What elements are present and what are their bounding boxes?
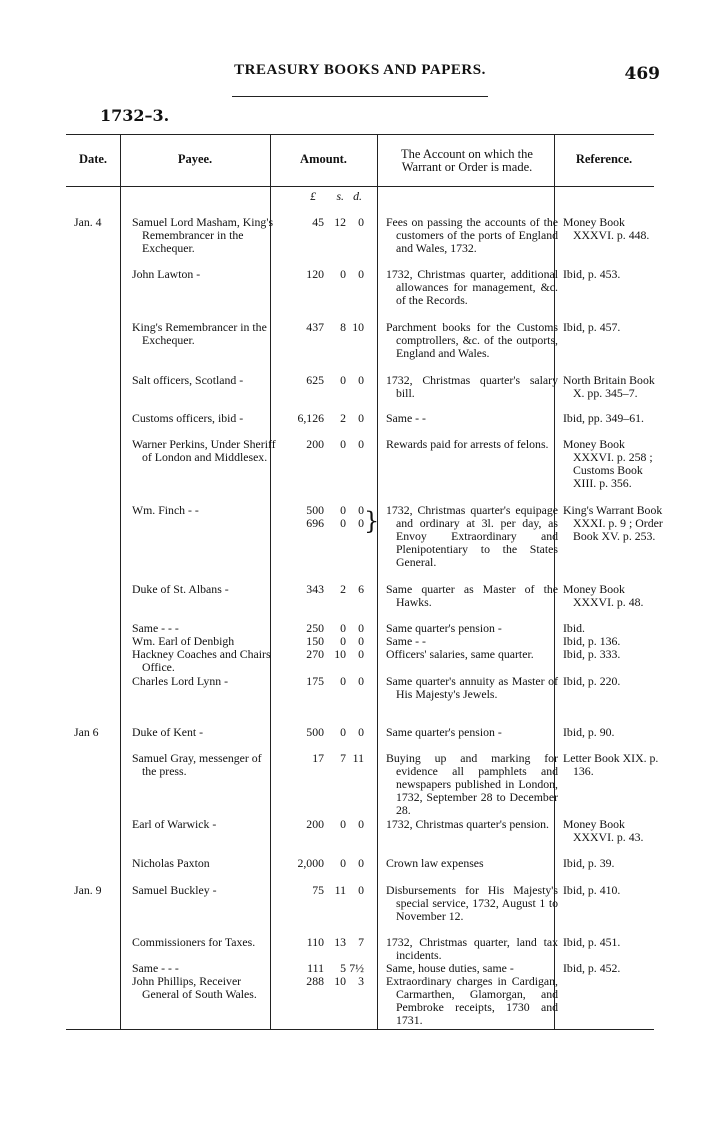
row-amount xyxy=(272,321,368,334)
row-reference: Ibid, p. 333. xyxy=(563,647,621,661)
row-reference: Ibid, p. 451. xyxy=(563,935,621,949)
row-reference: King's Warrant Book XXXI. p. 9 ; Order Book XV. p. 253. xyxy=(563,503,663,543)
row-account: 1732, Christmas quarter's equipage and ordinary at 3l. per day, as Envoy Extraordinary and Plenipotentiary to the States General. xyxy=(386,503,558,569)
row-account: 1732, Christmas quarter, land tax incidents. xyxy=(386,935,558,962)
row-payee: John Lawton - xyxy=(132,267,201,281)
row-payee: Charles Lord Lynn - xyxy=(132,674,228,688)
table-bottom-rule xyxy=(66,1029,654,1030)
row-account: Same - - xyxy=(386,634,426,648)
row-amount xyxy=(272,726,368,739)
row-date: Jan. 4 xyxy=(74,215,102,229)
row-account: 1732, Christmas quarter's salary bill. xyxy=(386,373,558,400)
amount-pounds: 270 xyxy=(306,647,324,661)
row-account: Disbursements for His Majesty's special service, 1732, August 1 to November 12. xyxy=(386,883,558,923)
row-reference: Ibid, pp. 349–61. xyxy=(563,411,644,425)
amount-pence: 7 xyxy=(358,935,364,949)
amount-pence: 0 xyxy=(358,503,364,517)
amount-pence: 0 xyxy=(358,817,364,831)
row-account: Same, house duties, same - xyxy=(386,961,514,975)
row-payee: Warner Perkins, Under Sheriff of London and Middlesex. xyxy=(132,437,276,464)
row-amount xyxy=(272,216,368,229)
amount-shillings: 13 xyxy=(334,935,346,949)
row-reference: Ibid, p. 410. xyxy=(563,883,621,897)
amount-pence: 0 xyxy=(358,516,364,530)
row-reference: Money Book XXXVI. p. 258 ; Customs Book XIII. p. 356. xyxy=(563,437,653,490)
amount-pounds: 343 xyxy=(306,582,324,596)
row-account: Same quarter's pension - xyxy=(386,621,502,635)
amount-pounds: 437 xyxy=(306,320,324,334)
row-account: Fees on passing the accounts of the customers of the ports of England and Wales, 1732. xyxy=(386,215,558,255)
row-reference: Money Book XXXVI. p. 448. xyxy=(563,215,650,242)
amount-pence: 0 xyxy=(358,215,364,229)
amount-pounds: 500 xyxy=(306,503,324,517)
header-reference: Reference. xyxy=(575,152,633,166)
row-amount xyxy=(272,374,368,387)
brace: } xyxy=(364,507,380,535)
row-account: 1732, Christmas quarter, additional allowances for management, &c. of the Records. xyxy=(386,267,558,307)
row-account: Same quarter as Master of the Hawks. xyxy=(386,582,558,609)
amount-pounds: 696 xyxy=(306,516,324,530)
row-account: Rewards paid for arrests of felons. xyxy=(386,437,549,451)
page-title-rule xyxy=(232,96,488,97)
amount-pounds: 2,000 xyxy=(297,856,324,870)
row-payee: Duke of Kent - xyxy=(132,725,204,739)
row-amount xyxy=(272,648,368,661)
amount-pence: 0 xyxy=(358,267,364,281)
year-heading: 1732–3. xyxy=(100,106,170,125)
amount-shillings: 5 xyxy=(340,961,346,975)
amount-pounds: 111 xyxy=(307,961,324,975)
amount-pence: 0 xyxy=(358,437,364,451)
row-reference: Money Book XXXVI. p. 43. xyxy=(563,817,644,844)
row-account: Crown law expenses xyxy=(386,856,484,870)
amount-pounds: 6,126 xyxy=(297,411,324,425)
amount-shillings: 8 xyxy=(340,320,346,334)
row-account: Extraordinary charges in Cardigan, Carmarthen, Glamorgan, and Pembroke receipts, 1730 and 1731. xyxy=(386,974,558,1027)
row-reference: Ibid, p. 452. xyxy=(563,961,621,975)
unit-pence: d. xyxy=(353,189,362,203)
amount-pounds: 288 xyxy=(306,974,324,988)
amount-pence: 0 xyxy=(358,883,364,897)
row-amount xyxy=(272,675,368,688)
amount-shillings: 2 xyxy=(340,582,346,596)
row-payee: Nicholas Paxton xyxy=(132,856,210,870)
row-account: Buying up and marking for evidence all pamphlets and newspapers published in London, 1732, September 28 to December 28. xyxy=(386,751,558,817)
amount-pence: 11 xyxy=(352,751,364,765)
row-payee: John Phillips, Receiver General of South Wales. xyxy=(132,974,257,1001)
amount-shillings: 0 xyxy=(340,437,346,451)
row-date: Jan 6 xyxy=(74,725,99,739)
row-amount xyxy=(272,857,368,870)
amount-pounds: 110 xyxy=(306,935,324,949)
row-account: Officers' salaries, same quarter. xyxy=(386,647,534,661)
amount-pence: 0 xyxy=(358,674,364,688)
row-reference: Ibid, p. 136. xyxy=(563,634,621,648)
amount-shillings: 0 xyxy=(340,725,346,739)
amount-shillings: 0 xyxy=(340,373,346,387)
amount-pounds: 120 xyxy=(306,267,324,281)
row-amount xyxy=(272,583,368,596)
row-payee: Duke of St. Albans - xyxy=(132,582,229,596)
row-reference: Ibid, p. 90. xyxy=(563,725,615,739)
row-payee: Same - - - xyxy=(132,621,179,635)
row-reference: Money Book XXXVI. p. 48. xyxy=(563,582,644,609)
amount-pounds: 150 xyxy=(306,634,324,648)
row-reference: Ibid, p. 453. xyxy=(563,267,621,281)
amount-shillings: 0 xyxy=(340,516,346,530)
currency-units xyxy=(272,190,368,203)
row-amount xyxy=(272,975,368,988)
table-top-rule xyxy=(66,134,654,135)
row-reference: Letter Book XIX. p. 136. xyxy=(563,751,659,778)
amount-pence: 10 xyxy=(352,320,364,334)
amount-pence: 0 xyxy=(358,725,364,739)
row-payee: Samuel Lord Masham, King's Remembrancer in the Exchequer. xyxy=(132,215,274,255)
amount-shillings: 0 xyxy=(340,503,346,517)
amount-pence: 3 xyxy=(358,974,364,988)
amount-pounds: 500 xyxy=(306,725,324,739)
amount-pounds: 45 xyxy=(312,215,324,229)
unit-pounds: £ xyxy=(310,189,316,203)
row-amount xyxy=(272,504,368,530)
header-amount: Amount. xyxy=(300,152,347,166)
row-account: Same quarter's annuity as Master of His Majesty's Jewels. xyxy=(386,674,558,701)
amount-pence: 0 xyxy=(358,856,364,870)
row-payee: Samuel Gray, messenger of the press. xyxy=(132,751,262,778)
amount-shillings: 0 xyxy=(340,621,346,635)
page-number: 469 xyxy=(624,64,660,84)
amount-shillings: 0 xyxy=(340,856,346,870)
row-account: Same quarter's pension - xyxy=(386,725,502,739)
row-reference: Ibid, p. 457. xyxy=(563,320,621,334)
row-payee: Same - - - xyxy=(132,961,179,975)
amount-pence: 0 xyxy=(358,411,364,425)
amount-pounds: 75 xyxy=(312,883,324,897)
amount-shillings: 7 xyxy=(340,751,346,765)
amount-shillings: 12 xyxy=(334,215,346,229)
row-date: Jan. 9 xyxy=(74,883,102,897)
table-header-rule xyxy=(66,186,654,187)
row-account: 1732, Christmas quarter's pension. xyxy=(386,817,550,831)
amount-shillings: 0 xyxy=(340,817,346,831)
row-payee: Wm. Earl of Denbigh xyxy=(132,634,235,648)
amount-shillings: 0 xyxy=(340,674,346,688)
amount-pence: 0 xyxy=(358,647,364,661)
row-amount xyxy=(272,412,368,425)
header-account: The Account on which the Warrant or Order is made. xyxy=(401,147,533,174)
amount-shillings: 2 xyxy=(340,411,346,425)
amount-pence: 0 xyxy=(358,621,364,635)
row-payee: Salt officers, Scotland - xyxy=(132,373,244,387)
unit-shillings: s. xyxy=(336,189,344,203)
amount-pounds: 17 xyxy=(312,751,324,765)
amount-pence: 7½ xyxy=(349,961,364,975)
amount-pence: 0 xyxy=(358,634,364,648)
header-payee: Payee. xyxy=(177,152,213,166)
row-reference: Ibid, p. 220. xyxy=(563,674,621,688)
row-payee: Commissioners for Taxes. xyxy=(132,935,256,949)
amount-pounds: 625 xyxy=(306,373,324,387)
amount-pounds: 175 xyxy=(306,674,324,688)
row-payee: Hackney Coaches and Chairs Office. xyxy=(132,647,271,674)
row-reference: Ibid, p. 39. xyxy=(563,856,615,870)
row-amount xyxy=(272,818,368,831)
row-reference: North Britain Book X. pp. 345–7. xyxy=(563,373,655,400)
amount-pounds: 200 xyxy=(306,437,324,451)
header-date: Date. xyxy=(78,152,108,166)
row-payee: King's Remembrancer in the Exchequer. xyxy=(132,320,267,347)
row-account: Same - - xyxy=(386,411,426,425)
amount-shillings: 10 xyxy=(334,647,346,661)
row-payee: Wm. Finch - - xyxy=(132,503,199,517)
column-rule xyxy=(377,134,378,1029)
row-reference: Ibid. xyxy=(563,621,585,635)
row-amount xyxy=(272,936,368,949)
amount-shillings: 0 xyxy=(340,267,346,281)
amount-pounds: 250 xyxy=(306,621,324,635)
row-payee: Earl of Warwick - xyxy=(132,817,217,831)
amount-shillings: 0 xyxy=(340,634,346,648)
row-payee: Customs officers, ibid - xyxy=(132,411,244,425)
row-amount xyxy=(272,268,368,281)
amount-shillings: 10 xyxy=(334,974,346,988)
row-payee: Samuel Buckley - xyxy=(132,883,217,897)
row-account: Parchment books for the Customs comptrollers, &c. of the outports, England and Wales. xyxy=(386,320,558,360)
page-title: TREASURY BOOKS AND PAPERS. xyxy=(234,62,486,78)
row-amount xyxy=(272,884,368,897)
amount-pence: 6 xyxy=(358,582,364,596)
amount-shillings: 11 xyxy=(334,883,346,897)
row-amount xyxy=(272,752,368,765)
amount-pounds: 200 xyxy=(306,817,324,831)
amount-pence: 0 xyxy=(358,373,364,387)
row-amount xyxy=(272,438,368,451)
